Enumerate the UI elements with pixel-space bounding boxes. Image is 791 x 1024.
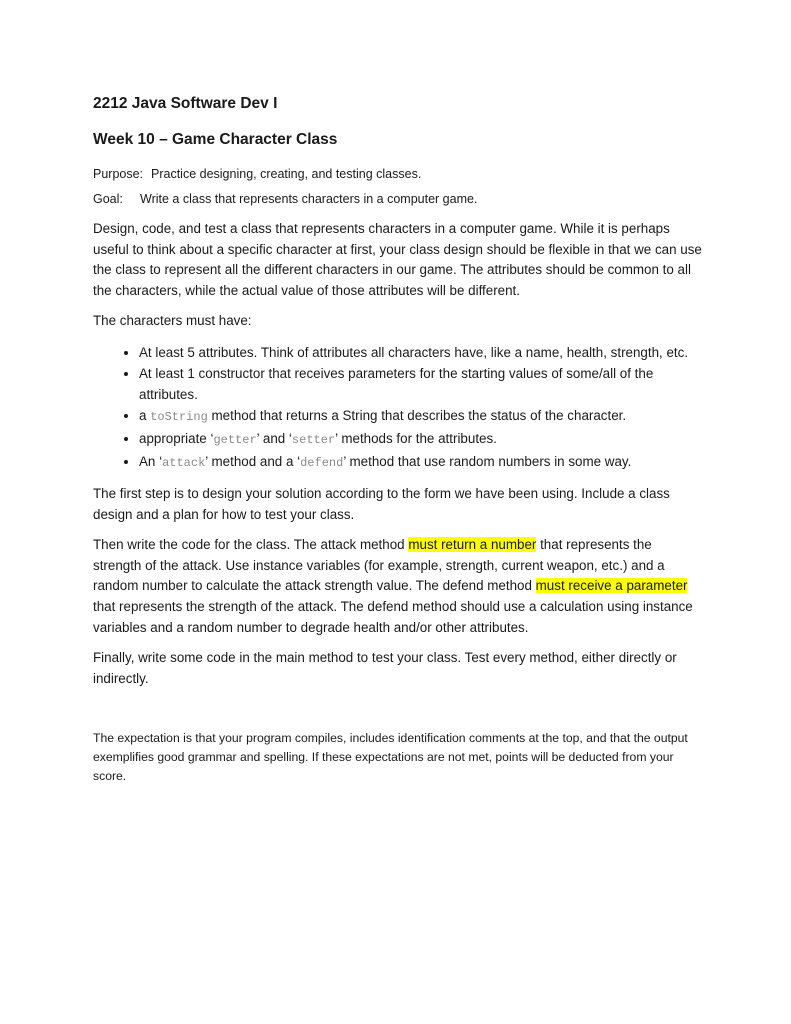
list-item xyxy=(139,451,703,474)
intro-paragraph: Design, code, and test a class that represents characters in a computer game. While it is perhaps useful to think about a specific character at first, your class design should be flexible in that we can use the class to represent all the different characters in our game. The attributes should be common to all the characters, while the actual value of those attributes will be different. xyxy=(93,221,702,298)
document-content xyxy=(93,94,703,786)
course-title: 2212 Java Software Dev I xyxy=(93,95,278,112)
bullet-getset-mid: ’ and ‘ xyxy=(256,430,292,446)
attack-code: attack xyxy=(162,455,206,470)
purpose-line xyxy=(93,166,703,182)
bullet-tostring-pre: a xyxy=(139,407,151,423)
list-item xyxy=(139,342,703,363)
highlight-receive-parameter: must receive a parameter xyxy=(535,578,688,594)
bullet-getset-post: ’ methods for the attributes. xyxy=(335,430,497,446)
purpose-text: Practice designing, creating, and testing classes. xyxy=(151,167,422,181)
goal-text: Write a class that represents characters in a computer game. xyxy=(140,192,478,206)
must-have-heading: The characters must have: xyxy=(93,313,252,329)
defend-code: defend xyxy=(300,455,344,470)
bullet-attack-pre: An ‘ xyxy=(139,453,163,469)
purpose-label: Purpose: xyxy=(93,167,144,181)
expectation-note: The expectation is that your program compiles, includes identification comments at the top, and that the output exemplifies good grammar and spelling. If these expectations are not met, points will be deducted from your score. xyxy=(93,731,688,784)
setter-code: setter xyxy=(291,432,336,447)
finally-paragraph: Finally, write some code in the main method to test your class. Test every method, either directly or indirectly. xyxy=(93,650,677,686)
then-paragraph xyxy=(93,535,703,638)
goal-line xyxy=(93,191,703,207)
week-title: Week 10 – Game Character Class xyxy=(93,131,338,148)
goal-label: Goal: xyxy=(93,192,123,206)
first-step-paragraph: The first step is to design your solution according to the form we have been using. Include a class design and a plan for how to test your class. xyxy=(93,485,670,522)
then-text-2: that represents the strength of the attack. Use instance variables (for example, strength, current weapon, etc.) and a random number to calculate the attack strength value. The defend method xyxy=(93,537,665,594)
requirements-list xyxy=(93,342,703,474)
bullet-getset-pre: appropriate ‘ xyxy=(139,430,214,446)
then-text-1: Then write the code for the class. The attack method xyxy=(93,537,409,553)
bullet-constructor: At least 1 constructor that receives parameters for the starting values of some/all of the attributes. xyxy=(139,365,654,402)
getter-code: getter xyxy=(213,432,257,447)
bullet-attack-post: ’ method that use random numbers in some way. xyxy=(343,453,632,469)
list-item xyxy=(139,428,703,451)
bullet-tostring-post: method that returns a String that describes the status of the character. xyxy=(207,407,627,423)
bullet-attack-mid: ’ method and a ‘ xyxy=(205,453,301,469)
list-item xyxy=(139,405,703,428)
tostring-code: toString xyxy=(150,409,208,424)
list-item xyxy=(139,363,703,405)
highlight-return-number: must return a number xyxy=(408,537,537,553)
bullet-attributes: At least 5 attributes. Think of attributes all characters have, like a name, health, strength, etc. xyxy=(139,344,689,360)
then-text-3: that represents the strength of the attack. The defend method should use a calculation using instance variables and a random number to degrade health and/or other attributes. xyxy=(93,598,693,635)
